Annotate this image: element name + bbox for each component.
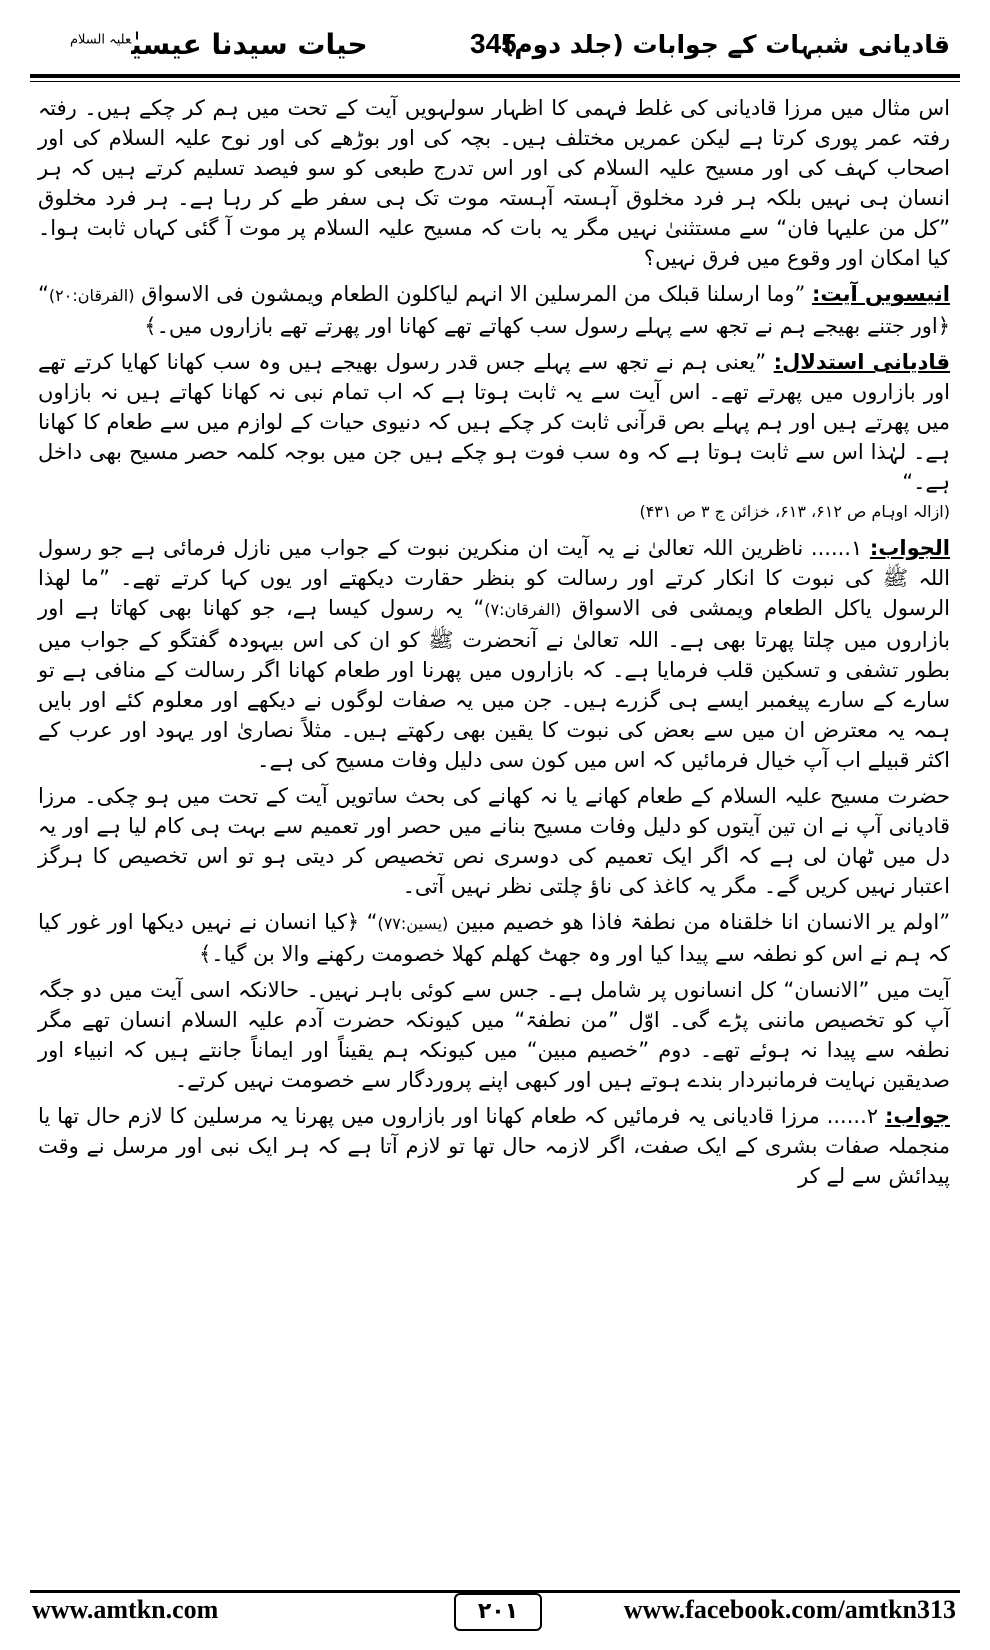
qadiani-label: قادیانی استدلال: bbox=[773, 350, 950, 374]
verse-19: انیسویں آیت: ”وما ارسلنا قبلک من المرسلین الا انہم لیاکلون الطعام ویمشون فی الاسواق (الفرقان:۲۰)“ ﴿اور جتنے بھیجے ہم نے تجھ سے پہلے رسول سب کھاتے تھے کھانا اور پھرتے تھے بازاروں میں۔﴾ bbox=[38, 282, 950, 338]
paragraph-hazrat: حضرت مسیح علیہ السلام کے طعام کھانے یا نہ کھانے کی بحث ساتویں آیت کے تحت میں ہو چکی۔ مرزا قادیانی آپ نے ان تین آیتوں کو دلیل وفات مسیح بنانے میں حصر اور تعمیم سے بہت ہی کام لیا ہے اور یہ دل میں ٹھان لی ہے کہ اگر ایک تعمیم کی دوسری نص تخصیص کر دیتی ہو تو اس تخصیص کا ہرگز اعتبار نہیں کریں گے۔ مگر یہ کاغذ کی ناؤ چلتی نظر نہیں آتی۔ bbox=[38, 784, 950, 898]
footer-facebook-link[interactable]: www.facebook.com/amtkn313 bbox=[623, 1595, 956, 1624]
verse-19-label: انیسویں آیت: bbox=[811, 282, 950, 306]
folio-number: ۲۰۱ bbox=[454, 1593, 542, 1631]
footer-website-link[interactable]: www.amtkn.com bbox=[32, 1595, 219, 1624]
citation: (ازالہ اوہام ص ۶۱۲، ۶۱۳، خزائن ج ۳ ص ۴۳۱) bbox=[639, 502, 950, 521]
verse-19-translation: “ ﴿اور جتنے بھیجے ہم نے تجھ سے پہلے رسول سب کھاتے تھے کھانا اور پھرتے تھے بازاروں میں۔﴾ bbox=[38, 282, 950, 338]
page-footer bbox=[30, 1590, 960, 1629]
page-body bbox=[38, 93, 950, 1197]
answer-1: الجواب: ۱...... ناظرین اللہ تعالیٰ نے یہ آیت ان منکرین نبوت کے جواب میں نازل فرمائی ہے جو رسول اللہ ﷺ کی نبوت کا انکار کرتے اور رسالت کو بنظر حقارت دیکھتے اور یوں کہا کرتے تھے۔ ”ما لھذا الرسول یاکل الطعام ویمشی فی الاسواق (الفرقان:۷)“ یہ رسول کیسا ہے، جو کھانا بھی کھاتا ہے اور بازاروں میں چلتا پھرتا بھی ہے۔ اللہ تعالیٰ نے آنحضرت ﷺ کو ان کی اس بیہودہ گفتگو کے جواب میں بطور تشفی و تسکین قلب فرمایا ہے۔ کہ بازاروں میں پھرنا اور طعام کھانا اگر رسالت کے منافی ہے تو سارے کے سارے پیغمبر ایسے ہی گزرے ہیں۔ جن میں یہ صفات لوگوں نے دیکھے اور معلوم کئے اور بایں ہمہ یہ معترض ان میں سے بعض کی نبوت کا یقین بھی رکھتے ہیں۔ مثلاً نصاریٰ اور یہود اور عرب کے اکثر قبیلے اب آپ خیال فرمائیں کہ اس میں کون سی دلیل وفات مسیح کی ہے۔ bbox=[38, 536, 951, 772]
book-title: حیات سیدنا عیسیٰ$^{علیہ السلام}$ bbox=[70, 28, 368, 61]
answer-2: جواب: ۲...... مرزا قادیانی یہ فرمائیں کہ طعام کھانا اور بازاروں میں پھرنا یہ مرسلین کا لازم حال تھا یا منجملہ صفات بشری کے ایک صفت، اگر لازمہ حال تھا تو لازم آتا ہے کہ ہر ایک نبی اور مرسل نے وقت پیدائش سے لے کر bbox=[38, 1104, 950, 1188]
answer-label: الجواب: bbox=[869, 536, 950, 560]
paragraph-ayat: آیت میں ”الانسان“ کل انسانوں پر شامل ہے۔ جس سے کوئی باہر نہیں۔ حالانکہ اسی آیت میں دو جگہ آپ کو تخصیص ماننی پڑے گی۔ اوّل ”من نطفۃ“ میں کیونکہ حضرت آدم علیہ السلام انسان تھے مگر نطفہ سے پیدا نہ ہوئے تھے۔ دوم ”خصیم مبین“ میں کیونکہ ہم یقیناً اور ایماناً جانتے ہیں کہ انبیاء اور صدیقین نہایت فرمانبردار بندے ہوتے ہیں اور کبھی اپنے پروردگار سے خصومت نہیں کرتے۔ bbox=[38, 978, 950, 1092]
paragraph-mortality: اس مثال میں مرزا قادیانی کی غلط فہمی کا اظہار سولہویں آیت کے تحت میں ہم کر چکے ہیں۔ رفتہ رفتہ عمر پوری کرتا ہے لیکن عمریں مختلف ہیں۔ بچہ کی اور بوڑھے کی اور نوح علیہ السلام کی اور اصحاب کہف کی اور مسیح علیہ السلام کی اور اس تدرج طبعی کو سو فیصد تسلیم کرتے ہیں کہ ہر انسان ہی نہیں بلکہ ہر فرد مخلوق آہستہ آہستہ موت تک ہی سفر طے کر رہا ہے۔ ہر فرد مخلوق ”کل من علیہا فان“ سے مستثنیٰ نہیں مگر یہ بات کہ مسیح علیہ السلام پر موت آ گئی کہاں ثابت ہوا۔ کیا امکان اور وقوع میں فرق نہیں؟ bbox=[38, 96, 950, 270]
verse-19-arabic: ”وما ارسلنا قبلک من المرسلین الا انہم لیاکلون الطعام ویمشون فی الاسواق bbox=[141, 282, 806, 306]
answer-2-label: جواب: bbox=[885, 1104, 950, 1128]
page-number: 345 bbox=[470, 28, 517, 59]
qadiani-argument: قادیانی استدلال: ”یعنی ہم نے تجھ سے پہلے جس قدر رسول بھیجے ہیں وہ سب کھانا کھایا کرتے تھے اور بازاروں میں پھرتے تھے۔ اس آیت سے یہ ثابت ہوتا ہے کہ اب تمام نبی نہ کھانا کھاتے ہیں نہ بازاوں میں پھرتے ہیں اور ہم پہلے بص قرآنی ثابت کر چکے ہیں کہ دنیوی حیات کے لوازم میں سے طعام کا کھانا ہے۔ لہٰذا اس سے ثابت ہوتا ہے کہ وہ سب فوت ہو چکے ہیں جن میں بوجہ کلمہ حصر مسیح بھی داخل ہے۔“ (ازالہ اوہام ص ۶۱۲، ۶۱۳، خزائن ج ۳ ص ۴۳۱) bbox=[38, 347, 950, 527]
verse-yasin: ”اولم یر الانسان انا خلقناہ من نطفۃ فاذا ھو خصیم مبین (یسین:۷۷)“ ﴿کیا انسان نے نہیں دیکھا اور غور کیا کہ ہم نے اس کو نطفہ سے پیدا کیا اور وہ جھٹ کھلم کھلا خصومت رکھنے والا بن گیا۔﴾ bbox=[38, 910, 950, 966]
honorific: علیہ السلام bbox=[70, 32, 132, 48]
header-rule-thin bbox=[30, 81, 960, 82]
page-header bbox=[30, 28, 960, 68]
header-rule-thick bbox=[30, 74, 960, 78]
running-title: قادیانی شبہات کے جوابات (جلد دوم) bbox=[502, 30, 950, 59]
